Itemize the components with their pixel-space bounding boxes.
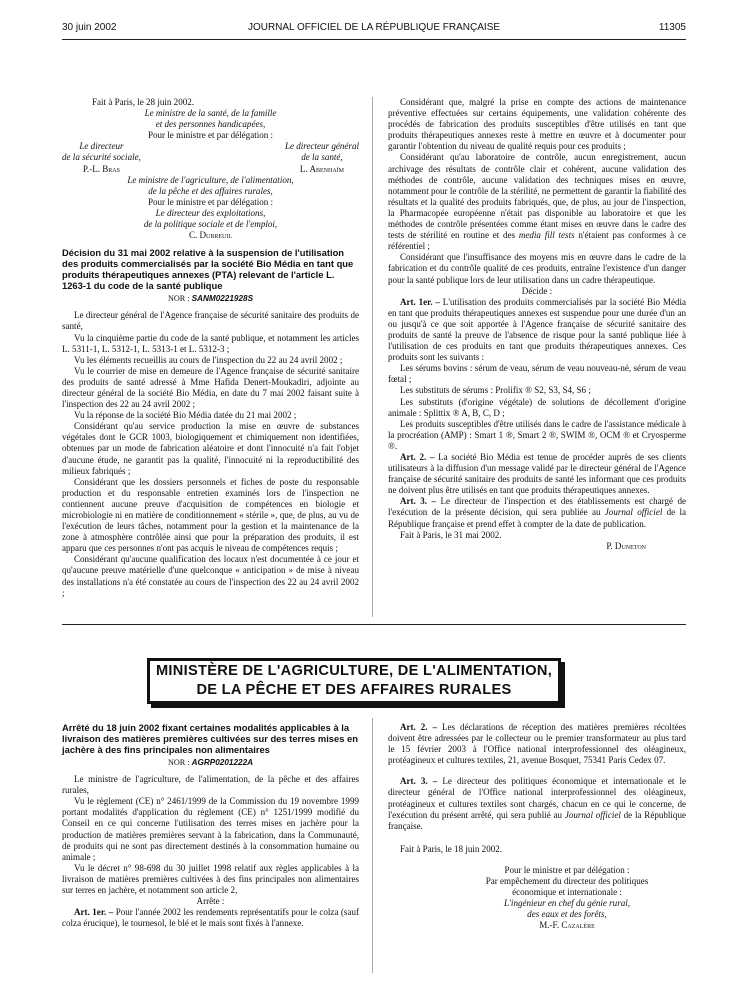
column-separator-top: [372, 97, 373, 617]
arrete-sign-4: L'ingénieur en chef du génie rural,: [503, 898, 631, 909]
p10-italic: media fill tests: [518, 230, 575, 241]
decision-p3: Vu les éléments recueillis au cours de l'inspection du 22 au 24 avril 2002 ;: [74, 354, 343, 365]
arrete-sign-5: des eaux et des forêts,: [527, 909, 607, 920]
fait-28-juin: Fait à Paris, le 28 juin 2002.: [92, 97, 195, 107]
signature-min-agri-1: Le ministre de l'agriculture, de l'alimentation,: [127, 174, 294, 185]
decision-signature: P. Duneton: [606, 540, 646, 551]
decision-art2: [388, 452, 686, 496]
decision-list-3: Les substituts (d'origine végétale) de solutions de décollement d'origine animale : Splittix ® A, B, C, D ;: [388, 396, 686, 418]
ministry-heading-box: [147, 658, 561, 704]
decision-art1: [388, 297, 686, 364]
decision-p11: Considérant que l'insuffisance des moyens mis en œuvre dans le cadre de la fabrication et du contrôle qualité de ces produits, entraîne l'existence d'un danger pour la santé publique lors de leur utilisation dans un cadre thérapeutique.: [388, 252, 686, 285]
arrete-art1: [62, 907, 359, 929]
signature-dir-expl-name: C. Dubreuil: [188, 230, 233, 241]
p10-text-b: n'étaient pas conformes à ce référentiel ;: [388, 230, 686, 252]
arrete-art3-label: Art. 3. –: [400, 776, 438, 787]
decision-list-4: Les produits susceptibles d'être utilisés dans le cadre de l'assistance médicale à la procréation (AMP) : Smart 1 ®, Smart 2 ®, SWIM ®, OCM ® et Cryosperme ®.: [388, 418, 686, 451]
arrete-p1: Le ministre de l'agriculture, de l'alimentation, de la pêche et des affaires rurales,: [62, 774, 359, 796]
header-journal-title: JOURNAL OFFICIEL DE LA RÉPUBLIQUE FRANÇAISE: [247, 22, 501, 33]
dir-secu-title-2: de la sécurité sociale,: [62, 152, 141, 163]
dir-sante-title-2: de la santé,: [301, 152, 343, 163]
decision-p1: Le directeur général de l'Agence française de sécurité sanitaire des produits de santé,: [62, 310, 359, 332]
decision-list-1: Les sérums bovins : sérum de veau, sérum de veau nouveau-né, sérum de veau fœtal ;: [388, 363, 686, 385]
art3-text-a: Le directeur de l'inspection et des établissements est chargé de l'exécution de la présente décision, qui sera publiée au: [388, 496, 687, 518]
decision-p4: Vu le courrier de mise en demeure de l'Agence française de sécurité sanitaire des produits de santé adressé à Mme Hafida Denert-Moukadiri, adjointe au directeur général de la société Bio Média, en date du 7 mai 2002 faisant suite à l'inspection des 22 au 24 avril 2002 ;: [62, 365, 359, 410]
arrete-sign-2: Par empêchement du directeur des politiques: [485, 876, 649, 887]
signature-min-sante-2: et des personnes handicapées,: [155, 119, 266, 130]
dir-secu-name: P.-L. Bras: [82, 163, 120, 174]
header-page-number: 11305: [658, 22, 686, 33]
section-rule: [62, 624, 686, 625]
decision-art3: [388, 496, 686, 529]
arrete-sign-3: économique et internationale :: [512, 887, 622, 898]
signature-directors-row: [62, 141, 359, 174]
decision-fait: Fait à Paris, le 31 mai 2002.: [400, 529, 502, 540]
arrete-art3-italic: Journal officiel: [564, 809, 621, 820]
dir-secu-title-1: Le directeur: [79, 141, 124, 152]
art2-text: La société Bio Média est tenue de procéder auprès de ses clients utilisateurs à la diffusion d'un message validé par le directeur général de l'Agence française de sécurité sanitaire des produits de santé les informant que ces produits ne doivent plus être utilisés en tant que produits thérapeutiques annexes.: [388, 452, 687, 496]
right-column-top: [388, 97, 686, 552]
header-rule: [62, 39, 686, 40]
art1-text: L'utilisation des produits commercialisés par la société Bio Média en tant que produits thérapeutiques annexes est suspendue pour une durée d'un an ou jusqu'à ce que soit apportée à l'Agence française de sécurité sanitaire des produits de santé la preuve de l'absence de risque pour la santé publique liée à l'utilisation de ces produits en tant que produits thérapeutiques annexes. Ces produits sont les suivants :: [388, 296, 687, 363]
arrete-title: Arrêté du 18 juin 2002 fixant certaines modalités applicables à la livraison des matières premières cultivées sur des terres mises en jachère à des fins principales non alimentaires: [62, 722, 358, 755]
signature-dir-expl-1: Le directeur des exploitations,: [155, 207, 266, 218]
column-separator-bottom: [372, 718, 373, 973]
arrete-nor-label: NOR :: [167, 758, 190, 767]
arrete-p2: Vu le règlement (CE) n° 2461/1999 de la Commission du 19 novembre 1999 portant modalités d'application du règlement (CE) n° 1251/1999 modifié du Conseil en ce qui concerne l'utilisation des terres mises en jachère pour la production de matières premières servant à la fabrication, dans la Communauté, de produits qui ne sont pas directement destinés à la consommation humaine ou animale ;: [62, 796, 359, 862]
nor-label: NOR :: [167, 294, 190, 304]
arrete-nor-code: AGRP0201222A: [191, 758, 254, 767]
signature-min-sante-1: Le ministre de la santé, de la famille: [144, 108, 277, 119]
art3-text-b: de la République française et prend effet à compter de la date de publication.: [388, 507, 687, 529]
decision-p8: Considérant qu'aucune qualification des locaux n'est documentée à ce jour et qu'aucune preuve matérielle d'une quelconque « anticipation » de mise à niveau des installations n'a été constatée au cours de l'inspection des 22 au 24 avril 2002 ;: [62, 554, 359, 598]
arrete-art3: [388, 776, 686, 831]
header-date: 30 juin 2002: [62, 22, 117, 33]
p10-text-a: Considérant qu'au laboratoire de contrôle, aucun enregistrement, aucun archivage des résultats de contrôle clair et cohérent, aucune validation des méthodes de contrôle, aucune validation des techniques mises en œuvre, notamment pour le contrôle de la stérilité, ne permettent de garantir la fiabilité des résultats et la qualité des produits fabriqués, que, de plus, au jour de l'inspection, la Pharmacopée européenne n'était pas disponible au laboratoire et que les méthodes de contrôle présentées comme étant mises en œuvre dans le cadre des tests de stérilité en routine et des: [388, 152, 686, 241]
arrete-art1-label: Art. 1er. –: [74, 907, 114, 918]
decision-p10: [388, 152, 686, 252]
signature-dir-sante: [285, 141, 359, 174]
signature-dir-expl-2: de la politique sociale et de l'emploi,: [143, 219, 278, 230]
decision-nor: [62, 293, 359, 304]
left-column-bottom: [62, 722, 359, 929]
dir-sante-name: L. Abenhaïm: [299, 163, 345, 174]
arrete-nor: [62, 757, 359, 768]
signature-pour-ministre: Pour le ministre et par délégation :: [147, 130, 274, 141]
arrete-p3: Vu le décret n° 98-698 du 30 juillet 1998 relatif aux règles applicables à la livraison de matières premières cultivées à des fins principales non alimentaires sur terres en jachère, et notamment son article 2,: [62, 862, 359, 896]
decision-p6: Considérant qu'au service production la mise en œuvre de substances végétales dont le GCR 1003, biologiquement et chimiquement non identifiées, obtenues par un mode de fabrication aléatoire et dont l'innocuité n'a fait l'objet d'aucune étude, ne garantit pas la qualité, l'innocuité ni la reproductibilité des milieux fabriqués ;: [62, 421, 359, 476]
arrete-art3-text-b: de la République française.: [388, 809, 686, 831]
decision-title: Décision du 31 mai 2002 relative à la suspension de l'utilisation des produits commercialisés par la société Bio Média en tant que produits thérapeutiques annexes (PTA) relevant de l'article L. 1263-1 du code de la santé publique: [62, 247, 354, 292]
art3-label: Art. 3. –: [400, 496, 437, 507]
ministry-line-1: MINISTÈRE DE L'AGRICULTURE, DE L'ALIMENTATION,: [155, 663, 553, 679]
dir-sante-title-1: Le directeur général: [284, 141, 359, 152]
page-header: [62, 22, 686, 38]
decision-decide: Décide :: [521, 285, 553, 296]
decision-list-2: Les substituts de sérums : Prolifix ® S2, S3, S4, S6 ;: [400, 385, 591, 396]
ministry-line-2: DE LA PÊCHE ET DES AFFAIRES RURALES: [196, 682, 512, 698]
left-column-top: [62, 97, 359, 599]
decision-p7: Considérant que les dossiers personnels et fiches de poste du responsable production et du responsable entretien examinés lors de l'inspection ne contiennent aucune preuve d'acquisition de compétences en biologie et microbiologie ni en matière de conditionnement « stérile », que, de plus, au vu de l'exécution de leurs tâches, notamment pour la gestion et la maintenance de la zone à atmosphère contrôlée ainsi que pour la préparation des produits, il est apparu que ces personnes n'ont pas acquis le niveau de compétences requis ;: [62, 476, 359, 554]
signature-pour-ministre-2: Pour le ministre et par délégation :: [147, 196, 274, 207]
decision-p9: Considérant que, malgré la prise en compte des actions de maintenance préventive effectuées sur certains équipements, une validation cohérente des procédés de fabrication des produits susceptibles d'être utilisés en tant que produits thérapeutiques annexes reste à mettre en œuvre et à documenter pour garantir l'obtention du niveau de qualité requis pour ces produits ;: [388, 97, 686, 152]
arrete-sign-name: M.-F. Cazalère: [539, 920, 595, 931]
art3-italic: Journal officiel: [604, 507, 663, 518]
signature-dir-secu: [62, 141, 141, 174]
decision-p5: Vu la réponse de la société Bio Média datée du 21 mai 2002 ;: [74, 410, 297, 421]
art2-label: Art. 2. –: [400, 452, 435, 462]
arrete-art3-text-a: Le directeur des politiques économique et internationale et le directeur général de l'Office national interprofessionnel des oléagineux, protéagineux et cultures textiles sont chargés, chacun en ce qui le concerne, de l'exécution du présent arrêté, qui sera publié au: [388, 776, 687, 820]
signature-min-agri-2: de la pêche et des affaires rurales,: [148, 185, 273, 196]
arrete-art2-label: Art. 2. –: [400, 722, 438, 732]
nor-code: SANM0221928S: [191, 294, 254, 304]
arrete-art1-text: Pour l'année 2002 les rendements représentatifs pour le colza (sauf colza érucique), le tournesol, le blé et le maïs sont fixés à l'annexe.: [62, 907, 360, 929]
arrete-sign-1: Pour le ministre et par délégation :: [504, 864, 630, 875]
right-column-bottom: [388, 722, 686, 932]
art1-label: Art. 1er. –: [400, 296, 440, 307]
arrete-signature-block: [388, 865, 686, 932]
arrete-art2: [388, 722, 686, 766]
decision-p2: Vu la cinquième partie du code de la santé publique, et notamment les articles L. 5311-1, L. 5312-1, L. 5313-1 et L. 5312-3 ;: [62, 332, 359, 354]
arrete-fait: Fait à Paris, le 18 juin 2002.: [400, 843, 503, 854]
arrete-arrete: Arrête :: [196, 896, 225, 907]
arrete-art2-text: Les déclarations de réception des matières premières récoltées doivent être adressées par le collecteur ou le premier transformateur au plus tard le 15 février 2003 à l'Office national interprofessionnel des oléagineux, protéagineux et cultures textiles, 21, avenue Bosquet, 75341 Paris Cedex 07.: [388, 722, 687, 766]
